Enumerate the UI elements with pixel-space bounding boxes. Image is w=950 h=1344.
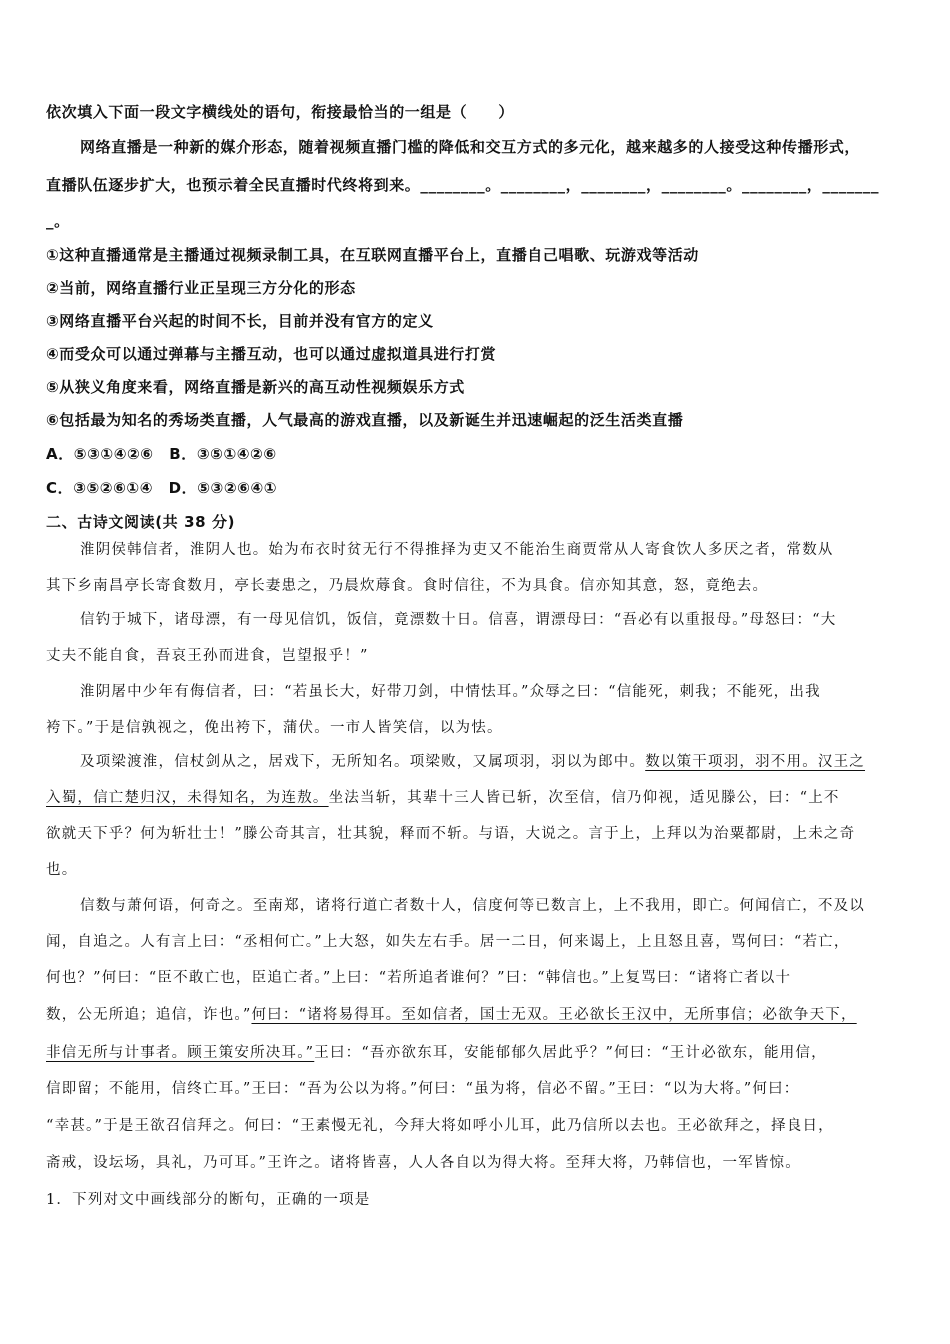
classical-line-12: 闻，自追之。人有言上曰：“丞相何亡。”上大怒，如失左右手。居一二日，何来谒上，上且怒且喜，骂何曰：“若亡， bbox=[46, 934, 850, 950]
classical-line-16: 信即留；不能用，信终亡耳。”王曰：“吾为公以为将。”何曰：“虽为将，信必不留。”王曰：“以为大将。”何曰： bbox=[46, 1081, 800, 1097]
passage-line-1: 网络直播是一种新的媒介形态，随着视频直播门槛的降低和交互方式的多元化，越来越多的人接受这种传播形式， bbox=[80, 138, 861, 156]
classical-line-2: 其下乡南昌亭长寄食数月，亭长妻患之，乃晨炊蓐食。食时信往，不为具食。信亦知其意，怒，竟绝去。 bbox=[46, 578, 769, 594]
underlined-segment-1-cont: 入蜀，信亡楚归汉，未得知名，为连敖。 bbox=[46, 790, 329, 806]
classical-line-6: 袴下。”于是信孰视之，俛出袴下，蒲伏。一市人皆笑信，以为怯。 bbox=[46, 720, 503, 736]
passage-line-3: _。 bbox=[46, 212, 70, 230]
classical-line-9: 欲就天下乎？何为斩壮士！”滕公奇其言，壮其貌，释而不斩。与语，大说之。言于上，上拜以为治粟都尉，上未之奇 bbox=[46, 826, 856, 842]
options-row-2: C．③⑤②⑥①④ D．⑤③②⑥④① bbox=[46, 479, 278, 497]
classical-line-17: “幸甚。”于是王欲召信拜之。何曰：“王素慢无礼，今拜大将如呼小儿耳，此乃信所以去也。王必欲拜之，择良日， bbox=[46, 1118, 834, 1134]
question-stem: 依次填入下面一段文字横线处的语句，衔接最恰当的一组是（ ） bbox=[46, 103, 515, 121]
classical-line-8 bbox=[46, 786, 840, 807]
classical-line-10: 也。 bbox=[46, 862, 78, 878]
classical-line-4: 丈夫不能自食，吾哀王孙而进食，岂望报乎！” bbox=[46, 648, 369, 664]
classical-line-3: 信钓于城下，诸母漂，有一母见信饥，饭信，竟漂数十日。信喜，谓漂母曰：“吾必有以重报母。”母怒曰：“大 bbox=[80, 612, 837, 628]
classical-text: 及项梁渡淮，信杖剑从之，居戏下，无所知名。项梁败，又属项羽，羽以为郎中。 bbox=[80, 754, 646, 770]
statement-2: ②当前，网络直播行业正呈现三方分化的形态 bbox=[46, 279, 356, 297]
classical-line-18: 斋戒，设坛场，具礼，乃可耳。”王许之。诸将皆喜，人人各自以为得大将。至拜大将，乃韩信也，一军皆惊。 bbox=[46, 1155, 801, 1171]
classical-line-5: 淮阴屠中少年有侮信者，曰：“若虽长大，好带刀剑，中情怯耳。”众辱之曰：“信能死，刺我；不能死，出我 bbox=[80, 684, 821, 700]
underlined-segment-2: 何曰：“诸将易得耳。至如信者，国士无双。王必欲长王汉中，无所事信；必欲争天下， bbox=[251, 1007, 857, 1023]
classical-line-13: 何也？”何曰：“臣不敢亡也，臣追亡者。”上曰：“若所追者谁何？”曰：“韩信也。”上复骂曰：“诸将亡者以十 bbox=[46, 970, 792, 986]
classical-text: 王曰：“吾亦欲东耳，安能郁郁久居此乎？”何曰：“王计必欲东，能用信， bbox=[314, 1045, 827, 1061]
classical-line-1: 淮阴侯韩信者，淮阴人也。始为布衣时贫无行不得推择为吏又不能治生商贾常从人寄食饮人多厌之者，常数从 bbox=[80, 542, 834, 558]
statement-1: ①这种直播通常是主播通过视频录制工具，在互联网直播平台上，直播自己唱歌、玩游戏等活动 bbox=[46, 246, 699, 264]
classical-line-7 bbox=[80, 750, 865, 771]
statement-5: ⑤从狭义角度来看，网络直播是新兴的高互动性视频娱乐方式 bbox=[46, 378, 465, 396]
classical-text: 坐法当斩，其辈十三人皆已斩，次至信，信乃仰视，适见滕公，曰：“上不 bbox=[328, 790, 840, 806]
statement-6: ⑥包括最为知名的秀场类直播，人气最高的游戏直播，以及新诞生并迅速崛起的泛生活类直播 bbox=[46, 411, 684, 429]
statement-3: ③网络直播平台兴起的时间不长，目前并没有官方的定义 bbox=[46, 312, 434, 330]
statement-4: ④而受众可以通过弹幕与主播互动，也可以通过虚拟道具进行打赏 bbox=[46, 345, 497, 363]
classical-text: 数，公无所追；追信，诈也。” bbox=[46, 1007, 252, 1023]
section-title: 二、古诗文阅读(共 38 分) bbox=[46, 513, 236, 531]
classical-line-11: 信数与萧何语，何奇之。至南郑，诸将行道亡者数十人，信度何等已数言上，上不我用，即亡。何闻信亡，不及以 bbox=[80, 898, 865, 914]
classical-line-14 bbox=[46, 1003, 857, 1024]
question-1: 1．下列对文中画线部分的断句，正确的一项是 bbox=[46, 1192, 371, 1208]
options-row-1: A．⑤③①④②⑥ B．③⑤①④②⑥ bbox=[46, 445, 277, 463]
underlined-segment-1: 数以策干项羽，羽不用。汉王之 bbox=[645, 754, 866, 770]
passage-line-2: 直播队伍逐步扩大，也预示着全民直播时代终将到来。________。________，________，________。________，_______ bbox=[46, 176, 880, 194]
underlined-segment-2-cont: 非信无所与计事者。顾王策安所决耳。” bbox=[46, 1045, 315, 1061]
classical-line-15 bbox=[46, 1041, 827, 1062]
